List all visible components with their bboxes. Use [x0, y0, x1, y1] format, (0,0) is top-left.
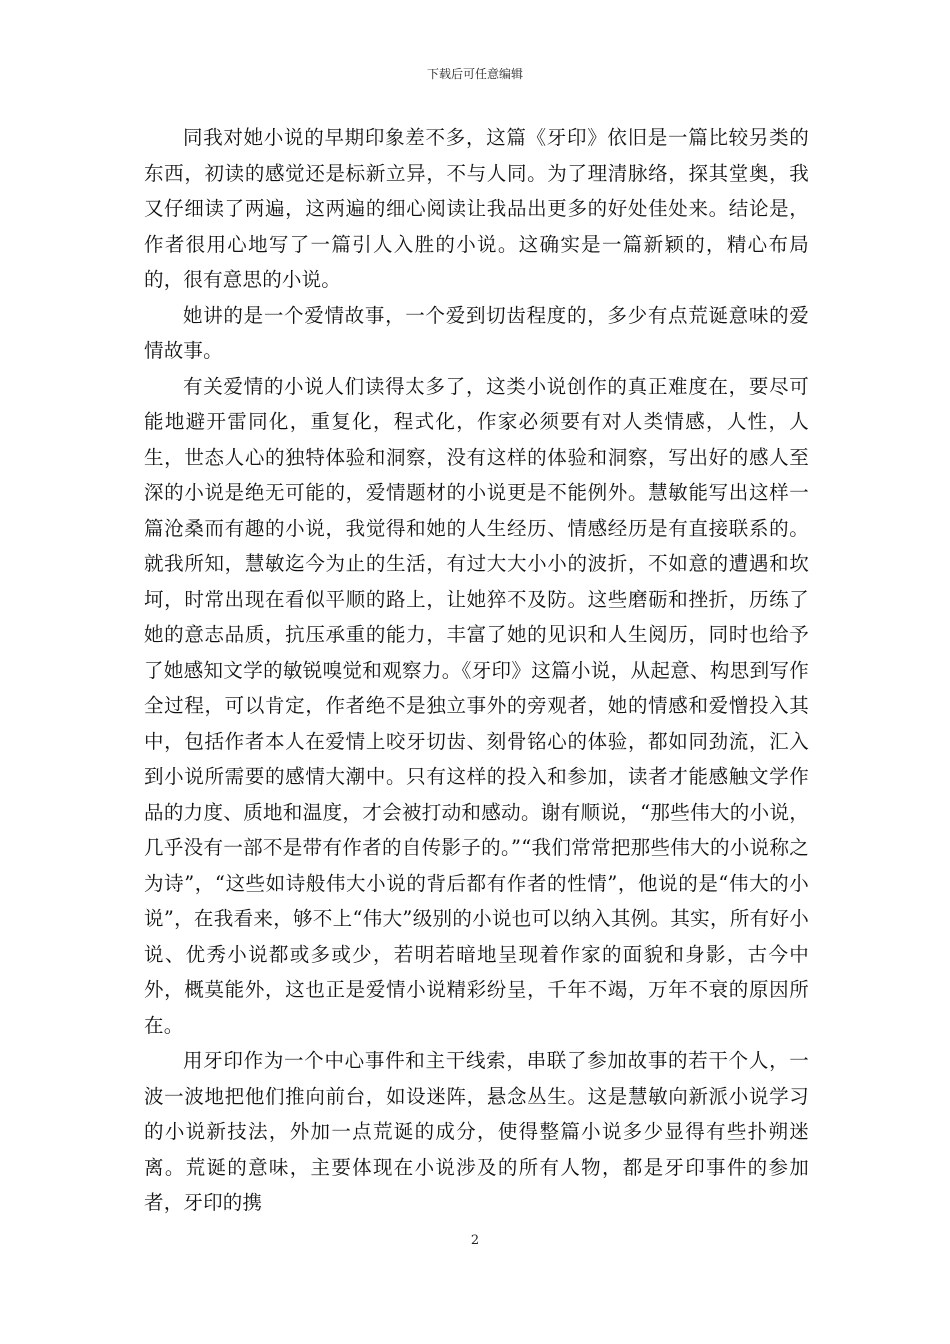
paragraph-3: 有关爱情的小说人们读得太多了，这类小说创作的真正难度在，要尽可能地避开雷同化，重复化，程式化，作家必须要有对人类情感，人性，人生，世态人心的独特体验和洞察，没有这样的体验和洞察，写出好的感人至深的小说是绝无可能的，爱情题材的小说更是不能例外。慧敏能写出这样一篇沧桑而有趣的小说，我觉得和她的人生经历、情感经历是有直接联系的。就我所知，慧敏迄今为止的生活，有过大大小小的波折，不如意的遭遇和坎坷，时常出现在看似平顺的路上，让她猝不及防。这些磨砺和挫折，历练了她的意志品质，抗压承重的能力，丰富了她的见识和人生阅历，同时也给予了她感知文学的敏锐嗅觉和观察力。《牙印》这篇小说，从起意、构思到写作全过程，可以肯定，作者绝不是独立事外的旁观者，她的情感和爱憎投入其中，包括作者本人在爱情上咬牙切齿、刻骨铭心的体验，都如同劲流，汇入到小说所需要的感情大潮中。只有这样的投入和参加，读者才能感触文学作品的力度、质地和温度，才会被打动和感动。谢有顺说，“那些伟大的小说，几乎没有一部不是带有作者的自传影子的。”“我们常常把那些伟大的小说称之为诗”，“这些如诗般伟大小说的背后都有作者的性情”，他说的是“伟大的小说”，在我看来，够不上“伟大”级别的小说也可以纳入其例。其实，所有好小说、优秀小说都或多或少，若明若暗地呈现着作家的面貌和身影，古今中外，概莫能外，这也正是爱情小说精彩纷呈，千年不竭，万年不衰的原因所在。: [144, 374, 809, 1037]
paragraph-4: 用牙印作为一个中心事件和主干线索，串联了参加故事的若干个人，一波一波地把他们推向前台，如设迷阵，悬念丛生。这是慧敏向新派小说学习的小说新技法，外加一点荒诞的成分，使得整篇小说多少显得有些扑朔迷离。荒诞的意味，主要体现在小说涉及的所有人物，都是牙印事件的参加者，牙印的携: [144, 1049, 809, 1214]
document-body: [144, 120, 809, 1221]
page-number: 2: [470, 1233, 480, 1248]
page-header-note: 下载后可任意编辑: [426, 67, 523, 81]
paragraph-2: 她讲的是一个爱情故事，一个爱到切齿程度的，多少有点荒诞意味的爱情故事。: [144, 303, 809, 362]
paragraph-1: 同我对她小说的早期印象差不多，这篇《牙印》依旧是一篇比较另类的东西，初读的感觉还是标新立异，不与人同。为了理清脉络，探其堂奥，我又仔细读了两遍，这两遍的细心阅读让我品出更多的好处佳处来。结论是，作者很用心地写了一篇引人入胜的小说。这确实是一篇新颖的，精心布局的，很有意思的小说。: [144, 126, 809, 291]
